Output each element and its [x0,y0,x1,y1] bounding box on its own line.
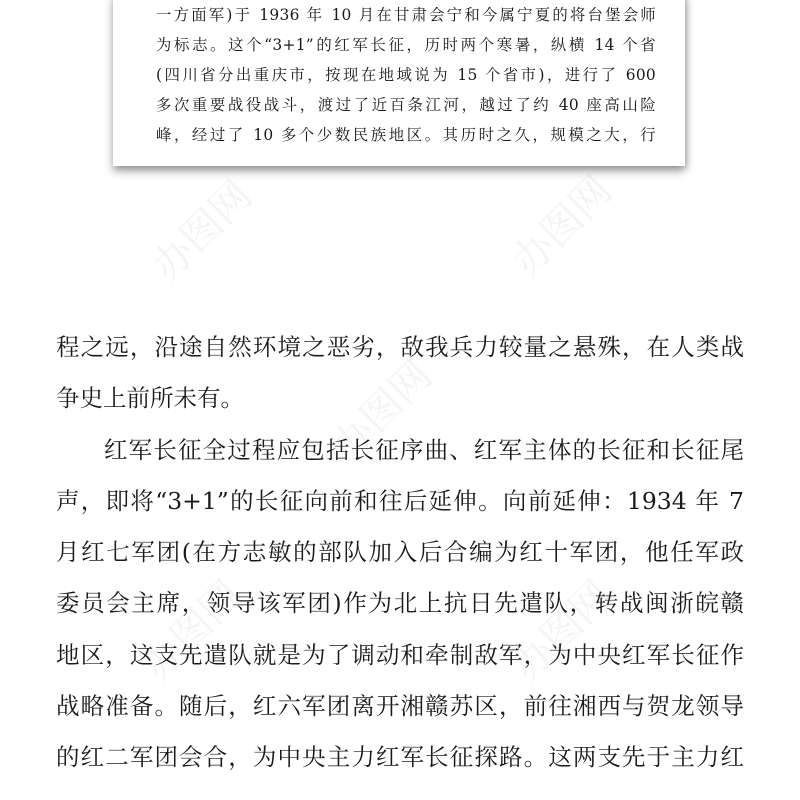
watermark: 办图网 [143,172,262,290]
body-line: 战略准备。随后，红六军团离开湘赣苏区，前往湘西与贺龙领导 [56,692,744,721]
quote-card [113,0,685,166]
body-line: 委员会主席，领导该军团)作为北上抗日先遣队，转战闽浙皖赣 [56,589,744,618]
watermark: 办图网 [133,572,252,690]
paragraph-first-line: 红军长征全过程应包括长征序曲、红军主体的长征和长征尾 [104,435,744,464]
body-line: 争史上前所未有。 [56,384,244,413]
quote-text [156,0,656,150]
body-line: 声，即将“3+1”的长征向前和往后延伸。向前延伸：1934 年 7 [56,486,744,515]
body-line: 的红二军团会合，为中央主力红军长征探路。这两支先于主力红 [56,743,744,772]
quote-line: 峰，经过了 10 多个少数民族地区。其历时之久，规模之大，行 [156,126,656,144]
watermark: 办图网 [503,572,622,690]
body-line: 地区，这支先遣队就是为了调动和牵制敌军，为中央红军长征作 [56,640,744,669]
body-line: 月红七军团(在方志敏的部队加入后合编为红十军团，他任军政 [56,538,744,567]
body-line: 程之远，沿途自然环境之恶劣，敌我兵力较量之悬殊，在人类战 [56,333,744,361]
quote-line: 多次重要战役战斗，渡过了近百条江河，越过了约 40 座高山险 [156,96,656,114]
quote-line: 为标志。这个“3+1”的红军长征，历时两个寒暑，纵横 14 个省 [156,36,656,54]
quote-line: 一方面军)于 1936 年 10 月在甘肃会宁和今属宁夏的将台堡会师 [156,6,656,24]
watermark: 办图网 [503,167,622,285]
watermark: 办图网 [323,352,442,470]
body-text [56,322,744,784]
quote-line: (四川省分出重庆市，按现在地域说为 15 个省市)，进行了 600 [156,66,656,84]
